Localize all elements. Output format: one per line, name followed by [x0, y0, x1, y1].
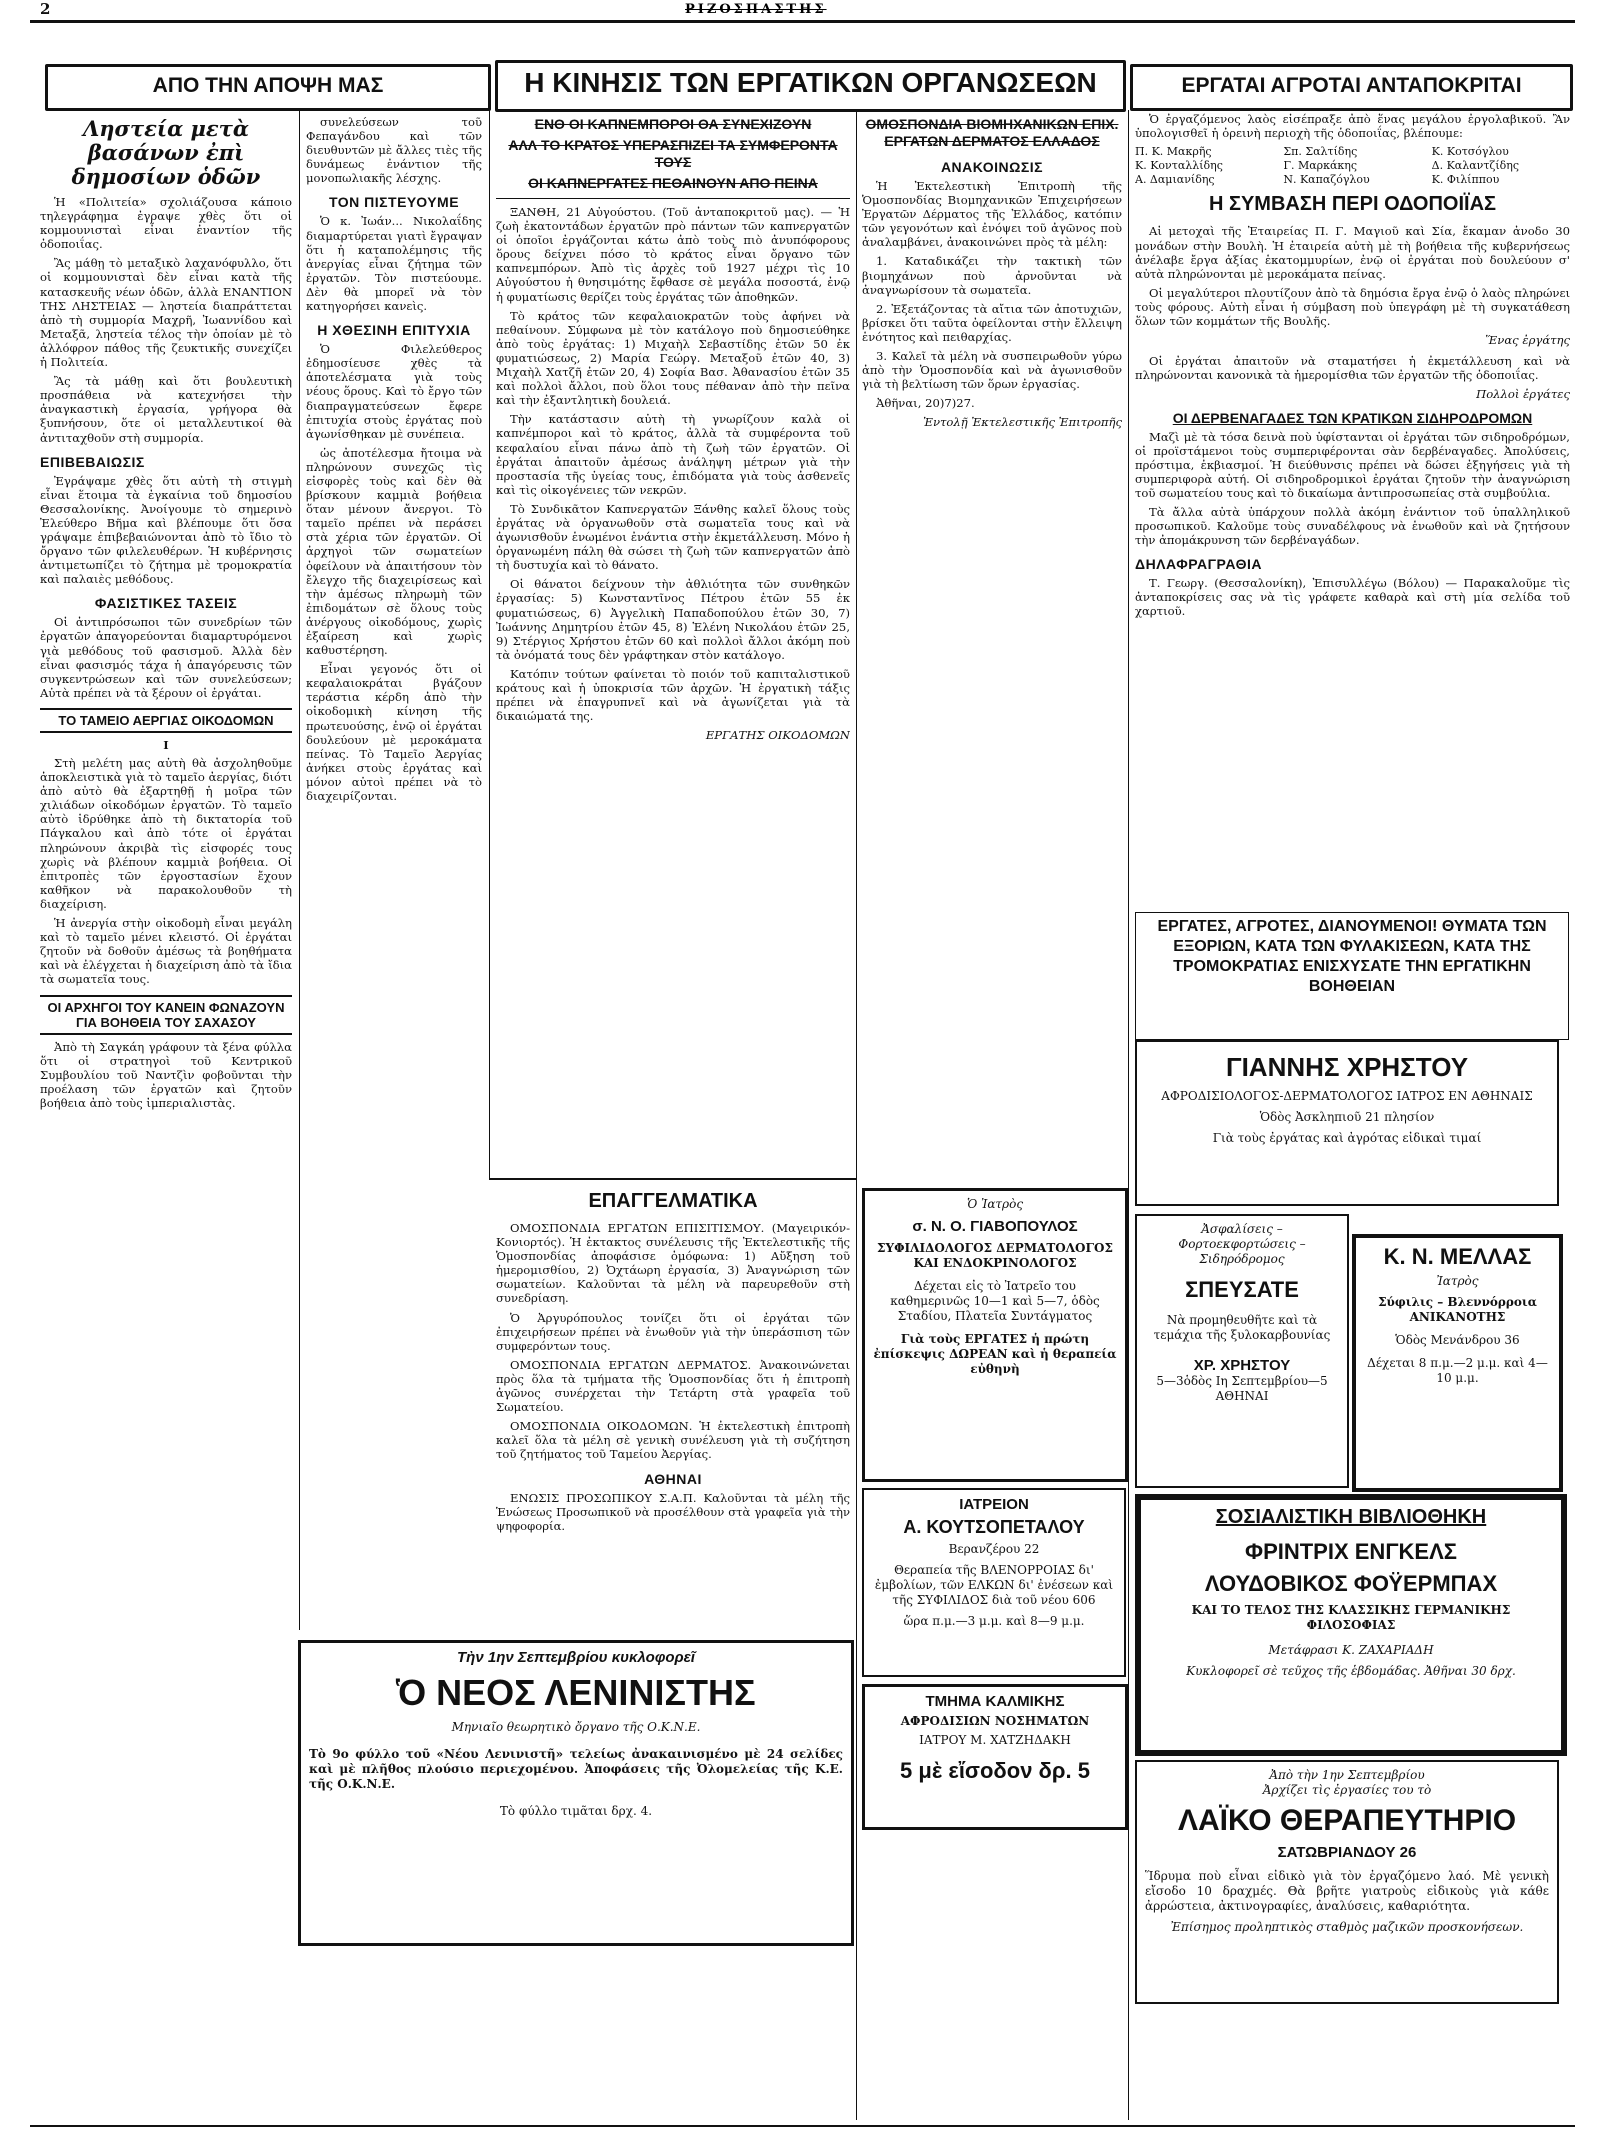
- ad-text: Θεραπεία τῆς ΒΛΕΝΟΡΡΟΙΑΣ δι' ἐμβολίων, τῶν ΕΛΚΩΝ δι' ἐνέσεων καὶ τῆς ΣΥΦΙΛΙΔΟΣ διὰ τοῦ νέου 606: [874, 1563, 1114, 1607]
- ad-specialty: ΣΥΦΙΛΙΔΟΛΟΓΟΣ ΔΕΡΜΑΤΟΛΟΓΟΣ ΚΑΙ ΕΝΔΟΚΡΙΝΟΛΟΓΟΣ: [877, 1241, 1113, 1270]
- ad-intro-2: Ἀρχίζει τὶς ἐργασίες του τὸ: [1262, 1783, 1432, 1797]
- list-item: Γ. Μαρκάκης: [1283, 159, 1358, 173]
- section-heading: ΟΙ ΔΕΡΒΕΝΑΓΑΔΕΣ ΤΩΝ ΚΡΑΤΙΚΩΝ ΣΙΔΗΡΟΔΡΟΜΩΝ: [1172, 409, 1533, 426]
- section-heading: ΑΝΑΚΟΙΝΩΣΙΣ: [940, 159, 1044, 175]
- ad-library: [1135, 1494, 1567, 1756]
- column-1: [40, 115, 292, 2125]
- ad-translator: Μετάφρασι Κ. ΖΑΧΑΡΙΑΔΗ: [1268, 1643, 1434, 1657]
- ad-address: 5—3ὁδὸς Ιη Σεπτεμβρίου—5 ΑΘΗΝΑΙ: [1156, 1374, 1328, 1403]
- ad-note: Κυκλοφορεῖ σὲ τεῦχος τῆς ἑβδομάδας. Ἀθῆναι 30 δρχ.: [1186, 1664, 1516, 1678]
- ad-koutsopetalou: [862, 1488, 1126, 1677]
- ad-title: ΓΙΑΝΝΗΣ ΧΡΗΣΤΟΥ: [1225, 1052, 1469, 1082]
- ad-hours: Δέχεται εἰς τὸ Ἰατρεῖο του καθημερινῶς 10—1 καὶ 5—7, ὁδὸς Σταδίου, Πλατεῖα Συντάγματος: [890, 1279, 1100, 1323]
- paragraph: Ἂς μάθῃ τὸ μεταξικὸ λαχανόφυλλο, ὅτι οἱ κομμουνισταὶ δὲν εἶναι κατὰ τῆς κατασκευῆς νέων ὁδῶν, ἀλλὰ ΕΝΑΝΤΙΟΝ ΤΗΣ ΛΗΣΤΕΙΑΣ — ληστεία διαπράττεται ἀπὸ τὴ συμμορία Μαχρῆ, Ἰωαννίδου καὶ Μεταξᾶ, ληστεία τέλος τὴν ὁποίαν μὲ τὸ ἀλλόφρον πάθος τῆς ζευκτικῆς συνεχίζει ἡ Πολιτεία.: [40, 256, 292, 370]
- ad-address: ΣΑΤΩΒΡΙΑΝΔΟΥ 26: [1277, 1844, 1417, 1861]
- paragraph: ΟΜΟΣΠΟΝΔΙΑ ΟΙΚΟΔΟΜΩΝ. Ἡ ἐκτελεστικὴ ἐπιτροπὴ καλεῖ ὅλα τὰ μέλη σὲ γενικὴ συνέλευση γιὰ τὴ συζήτηση τοῦ ζητήματος τοῦ Ταμείου Ἀεργίας.: [496, 1419, 850, 1462]
- ad-title: ΣΠΕΥΣΑΤΕ: [1185, 1277, 1299, 1302]
- ad-mellas: [1352, 1234, 1563, 1492]
- ad-subtitle: Ἰατρὸς: [1436, 1274, 1479, 1288]
- part-number: I: [163, 737, 169, 752]
- ad-author: ΦΡΙΝΤΡΙΧ ΕΝΓΚΕΛΣ: [1245, 1539, 1457, 1564]
- paragraph: 3. Καλεῖ τὰ μέλη νὰ συσπειρωθοῦν γύρω ἀπὸ τὴν Ὁμοσπονδία καὶ νὰ ἀγωνισθοῦν γιὰ τὴ βελτίωση τῶν ὅρων ἐργασίας.: [862, 349, 1122, 392]
- paragraph: ΞΑΝΘΗ, 21 Αὐγούστου. (Τοῦ ἀνταποκριτοῦ μας). — Ἡ ζωὴ ἐκατοντάδων ἐργατῶν πρὸ πάντων τῶν καπνεργατῶν οἱ ὁποῖοι ἐργάζονται κάτω ἀπὸ τοὺς πιὸ ἀνυπόφορους ὅρους δείχνει πόσο τὸ κράτος εἶναι ὄργανο τῶν καπνεμπόρων. Ἀπὸ τὶς ἀρχὲς τοῦ 1927 μέχρι τὶς 10 Αὐγούστου ἡ θνησιμότης ἔφθασε σὲ μεγάλα ποσοστά, ἐνῷ ἡ φυματίωσις θερίζει τοὺς ἐργάτας τῶν ἀποθηκῶν.: [496, 205, 850, 304]
- paragraph: Ἡ Ἐκτελεστικὴ Ἐπιτροπὴ τῆς Ὁμοσπονδίας Βιομηχανικῶν Ἐπιχειρήσεων Ἐργατῶν Δέρματος τῆς Ἑλλάδος, κατόπιν τῶν γεγονότων καὶ ἐνόψει τοῦ ἀγῶνος ποὺ ἀναλαμβάνει, ἀνακοινώνει πρὸς τὰ μέλη:: [862, 179, 1122, 250]
- signature: Ἐντολῇ Ἐκτελεστικῆς Ἐπιτροπῆς: [923, 415, 1122, 430]
- paragraph: Ὁ ἐργαζόμενος λαὸς εἰσέπραξε ἀπὸ ἕνας μεγάλου ἐργολαβικοῦ. Ἂν ὑπολογισθεῖ ἡ ὀρεινὴ περιοχὴ τῆς ὁδοποιΐας, βλέπουμε:: [1135, 112, 1570, 141]
- headline: ΟΜΟΣΠΟΝΔΙΑ ΒΙΟΜΗΧΑΝΙΚΩΝ ΕΠΙΧ. ΕΡΓΑΤΩΝ ΔΕΡΜΑΤΟΣ ΕΛΛΑΔΟΣ: [865, 116, 1119, 149]
- paragraph: 2. Ἐξετάζοντας τὰ αἴτια τῶν ἀποτυχιῶν, βρίσκει ὅτι ταῦτα ὀφείλονται στὴν ἔλλειψη ἑνότητος καὶ πειθαρχίας.: [862, 301, 1122, 344]
- ad-text: Ἵδρυμα ποὺ εἶναι εἰδικὸ γιὰ τὸν ἐργαζόμενο λαό. Μὲ γενικὴ εἴσοδο 10 δραχμές. Θὰ βρῆτε γιατροὺς εἰδικοὺς γιὰ κάθε ἀρρώστεια, ἀκτινογραφίες, ἀναλύσεις, καθαριότητα.: [1145, 1869, 1549, 1913]
- list-item: Κ. Κονταλλίδης: [1135, 159, 1223, 173]
- name-list: [1135, 145, 1570, 187]
- section-rule: [490, 1178, 856, 1180]
- article-title: Η ΣΥΜΒΑΣΗ ΠΕΡΙ ΟΔΟΠΟΙΪΑΣ: [1208, 193, 1497, 216]
- ad-text: Νὰ προμηθευθῆτε καὶ τὰ τεμάχια τῆς ξυλοκαρβουνίας: [1153, 1313, 1331, 1342]
- ad-name: ΧΡ. ΧΡΗΣΤΟΥ: [1193, 1357, 1291, 1374]
- ad-therapevtirio: [1135, 1760, 1559, 2004]
- paragraph: Ἡ ἀνεργία στὴν οἰκοδομὴ εἶναι μεγάλη καὶ τὸ ταμεῖο μένει κλειστό. Οἱ ἐργάται ζητοῦν νὰ δοθοῦν ἀμέσως τὰ βοηθήματα καὶ νὰ ἐλέγχεται ἡ διαχείριση ἀπὸ τὰ ἴδια τὰ σωματεῖα τους.: [40, 916, 292, 987]
- paragraph: Τὴν κατάστασιν αὐτὴ τὴ γνωρίζουν καλὰ οἱ καπνέμποροι καὶ τὸ κράτος, ἀλλὰ τὰ συμφέροντα τοῦ κεφαλαίου εἶναι πάνω ἀπὸ τὴ ζωὴ τῶν ἐργατῶν. Οἱ ἐργάται ἀπαιτοῦν ἀμέσως ἀνάληψη μέτρων γιὰ τὴν προστασία τῆς ὑγείας τους, ἐπιδόματα γιὰ τοὺς ἀσθενεῖς καὶ τὶς οἰκογένειες τῶν νεκρῶν.: [496, 412, 850, 497]
- paragraph: Ἂς τὰ μάθῃ καὶ ὅτι βουλευτικὴ προσπάθεια νὰ κατεχνήσει τὴν ἀναγκαστικὴ ἐργασία, γρήγορα θὰ ξυπνήσουν, ὅτε οἱ μεταλλευτικοί θὰ ἀντιταχθοῦν στὴ συμμορία.: [40, 374, 292, 445]
- ad-intro: Ὁ Ἰατρὸς: [966, 1197, 1024, 1211]
- paragraph: ὡς ἀποτέλεσμα ἤτοιμα νὰ πληρώνουν συνεχῶς τὶς εἰσφορὲς τοὺς καὶ δὲν θὰ βρίσκουν καμμιὰ βοήθεια ὅταν μένουν ἄνεργοι. Τὸ ταμεῖο πρέπει νὰ περάσει στὰ χέρια τῶν ἐργατῶν. Οἱ ἀρχηγοὶ τῶν σωματείων ὀφείλουν νὰ ἀπαιτήσουν τὸν ἔλεγχο τῆς διαχειρίσεως καὶ τὴν ἀμέσως πληρωμὴ τῶν ἐπιδομάτων σὲ ὅλους τοὺς ἀνέργους οἰκοδόμους, χωρὶς ἐξαίρεση καὶ χωρὶς καθυστέρηση.: [306, 445, 482, 658]
- paragraph: ΕΝΩΣΙΣ ΠΡΟΣΩΠΙΚΟΥ Σ.Α.Π. Καλοῦνται τὰ μέλη τῆς Ἑνώσεως Προσωπικοῦ νὰ προσέλθουν στὰ γραφεῖα γιὰ τὴν ψηφοφορία.: [496, 1490, 850, 1533]
- ad-note: Γιὰ τοὺς ἐργάτας καὶ ἀγρότας εἰδικαὶ τιμαί: [1212, 1131, 1482, 1145]
- section-heading: ΔΗΛΑΦΡΑΓΡΑΘΙΑ: [1135, 556, 1262, 573]
- headline: ΕΝΘ ΟΙ ΚΑΠΝΕΜΠΟΡΟΙ ΘΑ ΣΥΝΕΧΙΖΟΥΝ: [534, 116, 812, 132]
- paragraph: Ὁ Ἀργυρόπουλος τονίζει ὅτι οἱ ἐργάται τῶν ἐπιχειρήσεων πρέπει νὰ ἑνωθοῦν γιὰ τὴν ὑπεράσπιση τῶν συμφερόντων τους.: [496, 1310, 850, 1353]
- ad-title: Κ. Ν. ΜΕΛΛΑΣ: [1383, 1244, 1532, 1269]
- ad-giatros: [862, 1188, 1128, 1482]
- section-heading: ΤΟΝ ΠΙΣΤΕΥΟΥΜΕ: [328, 194, 460, 211]
- ad-hours: Δέχεται 8 π.μ.—2 μ.μ. καὶ 4—10 μ.μ.: [1367, 1356, 1548, 1385]
- paragraph: Μαζὶ μὲ τὰ τόσα δεινὰ ποὺ ὑφίστανται οἱ ἐργάται τῶν σιδηροδρόμων, οἱ προϊστάμενοι τοὺς συμπεριφέρονται σὰν δερβέναγαδες. Ἀπολύσεις, πρόστιμα, ἐκβιασμοί. Ἡ διεύθυνσις πρέπει νὰ δώσει ἐξηγήσεις γιὰ τὴ συμπεριφορὰ αὐτή. Οἱ σιδηροδρομικοὶ ἐργάται ζητοῦν τὴν ἀναγνώριση τοῦ σωματείου τους καὶ τὸ δικαίωμα ἀντιπροσωπείας στὰ συμβούλια.: [1135, 429, 1570, 500]
- ad-title: Α. ΚΟΥΤΣΟΠΕΤΑΛΟΥ: [903, 1517, 1085, 1537]
- paragraph: 1. Καταδικάζει τὴν τακτικὴ τῶν βιομηχάνων ποὺ ἀρνοῦνται νὰ ἀναγνωρίσουν τὰ σωματεῖα.: [862, 254, 1122, 297]
- list-item: Κ. Φιλίππου: [1431, 173, 1500, 187]
- epangelmatika-section: [496, 1186, 850, 1606]
- ad-title: ΛΟΥΔΟΒΙΚΟΣ ΦΟΫΕΡΜΠΑΧ: [1204, 1571, 1498, 1596]
- ad-neos-leninistis: [298, 1640, 854, 1946]
- ad-intro: Ἀπὸ τὴν 1ην Σεπτεμβρίου: [1269, 1768, 1425, 1782]
- ad-address: Ὁδὸς Ἀσκληπιοῦ 21 πλησίον: [1259, 1110, 1435, 1124]
- ad-address: Ὁδὸς Μενάνδρου 36: [1395, 1333, 1520, 1347]
- paragraph: Τὸ κράτος τῶν κεφαλαιοκρατῶν τοὺς ἀφήνει νὰ πεθαίνουν. Σύμφωνα μὲ τὸν κατάλογο ποὺ δημοσιεύθηκε ἀπὸ τοὺς ἐργάτας: 1) Μιχαὴλ Σεβαστίδης ἐτῶν 50 ἐκ φυματιώσεως, 2) Μαρία Γεώργ. Μεταξοῦ ἐτῶν 40, 3) Μιχαὴλ Χατζῆ ἐτῶν 20, 4) Σοφία Βασ. Ἀθανασίου ἐτῶν 35 καὶ πολλοὶ ἄλλοι, ποὺ ὅλοι τους πέθαναν ἀπὸ τὴν πεῖνα καὶ τὴν ἐξαντλητικὴ δουλειά.: [496, 308, 850, 408]
- paragraph: Τὰ ἄλλα αὐτὰ ὑπάρχουν πολλὰ ἀκόμη ἐνάντιον τοῦ ὑπαλληλικοῦ προσωπικοῦ. Καλοῦμε τοὺς συναδέλφους νὰ ἑνωθοῦν καὶ νὰ ζητήσουν τὴν ἀπομάκρυνση τῶν δερβέναγάδων.: [1135, 504, 1570, 548]
- ad-text: Τὸ 9ο φύλλο τοῦ «Νέου Λενινιστῆ» τελείως ἀνακαινισμένο μὲ 24 σελίδες καὶ μὲ πλῆθος πλούσιο περιεχομένου. Ἀποφάσεις τῆς Ὀλομελείας τῆς Κ.Ε. τῆς Ο.Κ.Ν.Ε.: [309, 1747, 843, 1791]
- paragraph: Ἡ «Πολιτεία» σχολιάζουσα κάποιο τηλεγράφημα ἐγραψε χθὲς ὅτι οἱ κομμουνισταὶ εἶναι ἐναντίον τῆς ὀδοποιΐας.: [40, 195, 292, 252]
- column-2: [306, 115, 482, 1175]
- ad-intro: ΙΑΤΡΕΙΟΝ: [959, 1496, 1029, 1513]
- ad-title: ΛΑΪΚΟ ΘΕΡΑΠΕΥΤΗΡΙΟ: [1177, 1804, 1517, 1837]
- paragraph: Τ. Γεωργ. (Θεσσαλονίκη), Ἐπισυλλέγω (Βόλου) — Παρακαλοῦμε τὶς ἀνταποκρίσεις σας νὰ τὶς γράφετε καθαρὰ καὶ στὴ μία σελίδα τοῦ χαρτιοῦ.: [1135, 576, 1570, 619]
- col-divider: [299, 110, 300, 1630]
- paragraph: συνελεύσεων τοῦ Φεπαγάνδου καὶ τῶν διευθυντῶν μὲ ἄλλες τιὲς τῆς δυνάμεως ἐνάντιον τῆς μονοπωλιακῆς λέσχης.: [306, 115, 482, 186]
- ad-price: Τὸ φύλλο τιμᾶται δρχ. 4.: [499, 1804, 653, 1818]
- paragraph: Ἀπὸ τὴ Σαγκάη γράφουν τὰ ξένα φύλλα ὅτι οἱ στρατηγοὶ τοῦ Κεντρικοῦ Συμβουλίου τοῦ Ναντζὶν φοβοῦνται τὴν προέλαση τῶν ἐργατῶν καὶ ζητοῦν βοήθεια ἀπὸ τοὺς ἰμπεριαλιστὰς.: [40, 1039, 292, 1110]
- ad-christou: [1135, 1040, 1559, 1206]
- paragraph: Οἱ ἐργάται ἀπαιτοῦν νὰ σταματήσει ἡ ἐκμετάλλευση καὶ νὰ πληρώνονται κανονικὰ τὰ ἡμερομίσθια τῶν ἐργατῶν τῆς ὁδοποιΐας.: [1135, 354, 1570, 383]
- paragraph: Οἱ μεγαλύτεροι πλουτίζουν ἀπὸ τὰ δημόσια ἔργα ἐνῷ ὁ λαὸς πληρώνει τοὺς φόρους. Αὐτὴ εἶναι ἡ σύμβαση ποὺ ὑπεγράφη μὲ τὴ συγκατάθεση ὅλων τῶν κομμάτων τῆς Βουλῆς.: [1135, 285, 1570, 329]
- masthead: ΡΙΖΟΣΠΑΣΤΗΣ: [685, 2, 827, 17]
- signature: ΕΡΓΑΤΗΣ ΟΙΚΟΔΟΜΩΝ: [705, 728, 850, 743]
- paragraph: Αἱ μετοχαὶ τῆς Ἐταιρείας Π. Γ. Μαγιοῦ καὶ Σία, ἔκαμαν ἀνοδο 30 μονάδων στὴν Βουλὴ. Ἡ ἐταιρεία αὐτὴ μὲ τὴ βοήθεια τῆς κυβερνήσεως ἀνέλαβε ἔργα ἀξίας ἑκατομμυρίων, ἐνῷ οἱ ἐργάται ποὺ δουλεύουν σ' αὐτὰ πληρώνονται μὲ μεροκάματα πείνας.: [1135, 224, 1570, 281]
- ad-kalmikis: [862, 1684, 1128, 1830]
- list-item: Κ. Κοτσόγλου: [1431, 145, 1509, 159]
- article-heading: ΟΙ ΑΡΧΗΓΟΙ ΤΟΥ ΚΑΝΕΙΝ ΦΩΝΑΖΟΥΝ ΓΙΑ ΒΟΗΘΕΙΑ ΤΟΥ ΣΑΧΑΣΟΥ: [40, 995, 292, 1035]
- callout-workers-aid: ΕΡΓΑΤΕΣ, ΑΓΡΟΤΕΣ, ΔΙΑΝΟΥΜΕΝΟΙ! ΘΥΜΑΤΑ ΤΩΝ ΕΞΟΡΙΩΝ, ΚΑΤΑ ΤΩΝ ΦΥΛΑΚΙΣΕΩΝ, ΚΑΤΑ ΤΗΣ ΤΡΟΜΟΚΡΑΤΙΑΣ ΕΝΙΣΧΥΣΑΤΕ ΤΗΝ ΕΡΓΑΤΙΚΗΝ ΒΟΗΘΕΙΑΝ: [1135, 912, 1569, 1040]
- ad-specialty: Σύφιλις – Βλεννόρροια ΑΝΙΚΑΝΟΤΗΣ: [1378, 1295, 1537, 1324]
- article-title: Ληστεία μετὰ βασάνων ἐπὶ δημοσίων ὁδῶν: [71, 116, 261, 189]
- headline: ΑΛΛ ΤΟ ΚΡΑΤΟΣ ΥΠΕΡΑΣΠΙΖΕΙ ΤΑ ΣΥΜΦΕΡΟΝΤΑ ΤΟΥΣ: [508, 137, 838, 170]
- paragraph: Τὸ Συνδικᾶτον Καπνεργατῶν Ξάνθης καλεῖ ὅλους τοὺς ἐργάτας νὰ ὀργανωθοῦν στὰ σωματεῖα τους καὶ νὰ ἀγωνισθοῦν ἑνωμένοι ἐνάντια στὴν ἐκμετάλλευση. Μόνο ἡ ὀργανωμένη πάλη θὰ σώσει τὴ ζωὴ τῶν καπνεργατῶν ἀπὸ τὴ δυστυχία καὶ τὸ θάνατο.: [496, 501, 850, 573]
- headline: ΟΙ ΚΑΠΝΕΡΓΑΤΕΣ ΠΕΘΑΙΝΟΥΝ ΑΠΟ ΠΕΙΝΑ: [528, 175, 818, 191]
- paragraph: Ἀθῆναι, 20)7)27.: [876, 396, 975, 411]
- paragraph: Ὁ κ. Ἰωάν... Νικολαΐδης διαμαρτύρεται γιατὶ ἔγραψαν ὅτι ἡ καταπολέμησις τῆς ἀνεργίας εἶναι ζήτημα τῶν ἐργατῶν. Τὸν πιστεύουμε. Δὲν θὰ μπορεῖ νὰ τὸν κατηγορήσει κανεὶς.: [306, 214, 482, 314]
- ad-series: ΣΟΣΙΑΛΙΣΤΙΚΗ ΒΙΒΛΙΟΘΗΚΗ: [1215, 1506, 1487, 1528]
- ad-subtitle: ΚΑΙ ΤΟ ΤΕΛΟΣ ΤΗΣ ΚΛΑΣΣΙΚΗΣ ΓΕΡΜΑΝΙΚΗΣ ΦΙΛΟΣΟΦΙΑΣ: [1191, 1603, 1511, 1632]
- col-divider: [489, 110, 490, 1180]
- signature: Ἕνας ἐργάτης: [1485, 333, 1570, 348]
- top-rule: [30, 20, 1575, 23]
- ad-spevsate: [1135, 1214, 1349, 1488]
- column-5: [862, 112, 1122, 1180]
- ad-title: ΤΜΗΜΑ ΚΑΛΜΙΚΗΣ: [925, 1693, 1065, 1710]
- paragraph: Ὁ Φιλελεύθερος ἐδημοσίευσε χθὲς τὰ ἀποτελέσματα γιὰ τοὺς νέους ὅρους. Καὶ τὸ ἔργο τῶν διαπραγματεύσεων ἔφερε ἐπιτυχία στοὺς ἐργάτας ποὺ ἀγωνίσθηκαν μὲ συνέπεια.: [306, 342, 482, 441]
- list-item: Σπ. Σαλτίδης: [1283, 145, 1358, 159]
- page-number: 2: [40, 0, 51, 18]
- ad-subtitle: ΑΦΡΟΔΙΣΙΩΝ ΝΟΣΗΜΑΤΩΝ: [900, 1714, 1090, 1728]
- paragraph: Ἐγράψαμε χθὲς ὅτι αὐτὴ τὴ στιγμὴ εἶναι ἕτοιμα τὰ ἐγκαίνια τοῦ δημοσίου Θεσσαλονίκης. Ἀνοίγουμε τὸ σημερινὸ Ἐλεύθερο Βῆμα καὶ βλέπουμε ὅτι ὅσα γράψαμε ἐπιβεβαιώνονται ἀπὸ τὸ ἴδιο τὸ ὄργανο τῶν φιλελευθέρων. Ἡ κυβέρνησις ἀντιμετωπίζει τὸ ζήτημα μὲ τρομοκρατία καὶ παλαιὲς μεθόδους.: [40, 473, 292, 587]
- divider: [496, 198, 850, 199]
- list-item: Α. Δαμιανίδης: [1135, 173, 1215, 187]
- header-right: ΕΡΓΑΤΑΙ ΑΓΡΟΤΑΙ ΑΝΤΑΠΟΚΡΙΤΑΙ: [1130, 64, 1573, 111]
- ad-subtitle: ΑΦΡΟΔΙΣΙΟΛΟΓΟΣ-ΔΕΡΜΑΤΟΛΟΓΟΣ ΙΑΤΡΟΣ ΕΝ ΑΘΗΝΑΙΣ: [1161, 1089, 1533, 1103]
- center-article: [496, 112, 850, 1172]
- paragraph: Οἱ ἀντιπρόσωποι τῶν συνεδρίων τῶν ἐργατῶν ἀπαγορεύονται διαμαρτυρόμενοι γιὰ μεθόδους τοῦ φασισμοῦ. Ἀλλὰ δὲν εἶναι φασισμός τάχα ἡ ἀπαγόρευσις τῶν συγκεντρώσεων καὶ τῶν συνελεύσεων; Αὐτὰ πρέπει νὰ τὰ ξέρουν οἱ ἐργάται.: [40, 615, 292, 700]
- section-heading: Η ΧΘΕΣΙΝΗ ΕΠΙΤΥΧΙΑ: [317, 322, 471, 339]
- list-item: Δ. Καλαντζίδης: [1431, 159, 1520, 173]
- ad-hours: ὥρα π.μ.—3 μ.μ. καὶ 8—9 μ.μ.: [903, 1614, 1085, 1628]
- ad-price: 5 μὲ εἴσοδον δρ. 5: [900, 1758, 1090, 1783]
- ad-title: Ὁ ΝΕΟΣ ΛΕΝΙΝΙΣΤΗΣ: [396, 1672, 756, 1713]
- section-heading: ΑΘΗΝΑΙ: [644, 1470, 702, 1487]
- column-6: [1135, 112, 1570, 902]
- paragraph: ΟΜΟΣΠΟΝΔΙΑ ΕΡΓΑΤΩΝ ΕΠΙΣΙΤΙΣΜΟΥ. (Μαγειρικόν-Κονιορτός). Ἡ ἐκτακτος συνέλευσις τῆς Ἐκτελεστικῆς τῆς Ὁμοσπονδίας ἀποφάσισε ὁμόφωνα: 1) Αὔξηση τοῦ ἡμερομισθίου, 2) Ὀχτάωρη ἐργασία, 3) Ἀναγνώριση τῶν σωματείων. Καλοῦνται τὰ μέλη νὰ παρευρεθοῦν στὴ συνεδρίαση.: [496, 1221, 850, 1306]
- ad-note: Ἐπίσημος προληπτικὸς σταθμὸς μαζικῶν προσκονήσεων.: [1170, 1920, 1524, 1934]
- ad-subtitle: Μηνιαῖο θεωρητικὸ ὄργανο τῆς Ο.Κ.Ν.Ε.: [451, 1720, 701, 1734]
- paragraph: Εἶναι γεγονός ὅτι οἱ κεφαλαιοκράται βγάζουν τεράστια κέρδη ἀπὸ τὴν οἰκοδομικὴ κίνηση τῆς πρωτευούσης, ἐνῷ οἱ ἐργάται δουλεύουν μὲ μεροκάματα πείνας. Τὸ Ταμεῖο Ἀεργίας ἀνήκει στοὺς ἐργάτας καὶ μόνον αὐτοὶ πρέπει νὰ τὸ διαχειρίζονται.: [306, 662, 482, 804]
- col-divider: [856, 110, 857, 2120]
- section-heading: ΦΑΣΙΣΤΙΚΕΣ ΤΑΣΕΙΣ: [94, 595, 238, 612]
- list-item: Ν. Καπαζόγλου: [1283, 173, 1370, 187]
- ad-intro: Τὴν 1ην Σεπτεμβρίου κυκλοφορεῖ: [457, 1649, 695, 1666]
- top-bar: [30, 0, 1575, 18]
- ad-address: Βερανζέρου 22: [948, 1542, 1040, 1556]
- paragraph: ΟΜΟΣΠΟΝΔΙΑ ΕΡΓΑΤΩΝ ΔΕΡΜΑΤΟΣ. Ἀνακοινώνεται πρὸς ὅλα τὰ τμήματα τῆς Ὁμοσπονδίας ὅτι ἡ ἐπιτροπὴ ἀγῶνος συνέρχεται τὴν Τετάρτη στὰ γραφεῖα τοῦ Σωματείου.: [496, 1357, 850, 1415]
- col-divider: [1128, 110, 1129, 2120]
- section-title: ΕΠΑΓΓΕΛΜΑΤΙΚΑ: [588, 1190, 758, 1212]
- article-heading: ΤΟ ΤΑΜΕΙΟ ΑΕΡΓΙΑΣ ΟΙΚΟΔΟΜΩΝ: [40, 708, 292, 733]
- bottom-rule: [30, 2125, 1575, 2127]
- ad-title: σ. Ν. Ο. ΓΙΑΒΟΠΟΥΛΟΣ: [912, 1218, 1078, 1235]
- header-center: Η ΚΙΝΗΣΙΣ ΤΩΝ ΕΡΓΑΤΙΚΩΝ ΟΡΓΑΝΩΣΕΩΝ: [495, 60, 1126, 112]
- paragraph: Κατόπιν τούτων φαίνεται τὸ ποιόν τοῦ καπιταλιστικοῦ κράτους καὶ ἡ ὑποκρισία τῶν ἀρχῶν. Ἡ ἐργατικὴ τάξις πρέπει νὰ ἐπαγρυπνεῖ καὶ νὰ ἀγωνίζεται γιὰ τὰ δικαιώματά της.: [496, 666, 850, 724]
- signature: Πολλοὶ ἐργάτες: [1476, 387, 1570, 402]
- paragraph: Οἱ θάνατοι δείχνουν τὴν ἀθλιότητα τῶν συνθηκῶν ἐργασίας: 5) Κωνσταντῖνος Πέτρου ἐτῶν 55 ἐκ φυματιώσεως, 6) Ἀγγελικὴ Παπαδοπούλου ἐτῶν 30, 7) Ἰωάννης Δημητρίου ἐτῶν 45, 8) Ἑλένη Νικολάου ἐτῶν 25, 9) Στέργιος Χρήστου ἐτῶν 60 καὶ πολλοὶ ἄλλοι ἀκόμη ποὺ τὰ ὀνόματά τους δὲν γράφτηκαν στὸν κατάλογο.: [496, 577, 850, 662]
- header-left: ΑΠΟ ΤΗΝ ΑΠΟΨΗ ΜΑΣ: [45, 64, 491, 111]
- section-heading: ΕΠΙΒΕΒΑΙΩΣΙΣ: [40, 453, 145, 470]
- ad-intro: Ἀσφαλίσεις – Φορτοεκφορτώσεις – Σιδηρόδρομος: [1178, 1222, 1306, 1266]
- ad-note: Γιὰ τοὺς ΕΡΓΑΤΕΣ ἡ πρώτη ἐπίσκεψις ΔΩΡΕΑΝ καὶ ἡ θεραπεία εὐθηνὴ: [873, 1332, 1117, 1376]
- ad-doctor: ΙΑΤΡΟΥ Μ. ΧΑΤΖΗΔΑΚΗ: [919, 1733, 1071, 1747]
- paragraph: Στὴ μελέτη μας αὐτὴ θὰ ἀσχοληθοῦμε ἀποκλειστικὰ γιὰ τὸ ταμεῖο ἀεργίας, διότι ἀπὸ αὐτὸ θὰ ἐξαρτηθῇ ἡ μοῖρα τῶν χιλιάδων οἰκοδόμων ἐργατῶν. Τὸ ταμεῖο αὐτὸ ἱδρύθηκε ἀπὸ τὴ δικτατορία τοῦ Πάγκαλου καὶ ἀπὸ τότε οἱ ἐργάται πληρώνουν ἀκριβὰ τὶς εἰσφορές τους χωρὶς νὰ βλέπουν καμμιὰ βοήθεια. Οἱ ἐπιτροπὲς τῶν ἐργοστασίων ἔχουν καθῆκον νὰ παρακολουθοῦν τὴ διαχείριση.: [40, 756, 292, 911]
- list-item: Π. Κ. Μακρῆς: [1135, 145, 1212, 159]
